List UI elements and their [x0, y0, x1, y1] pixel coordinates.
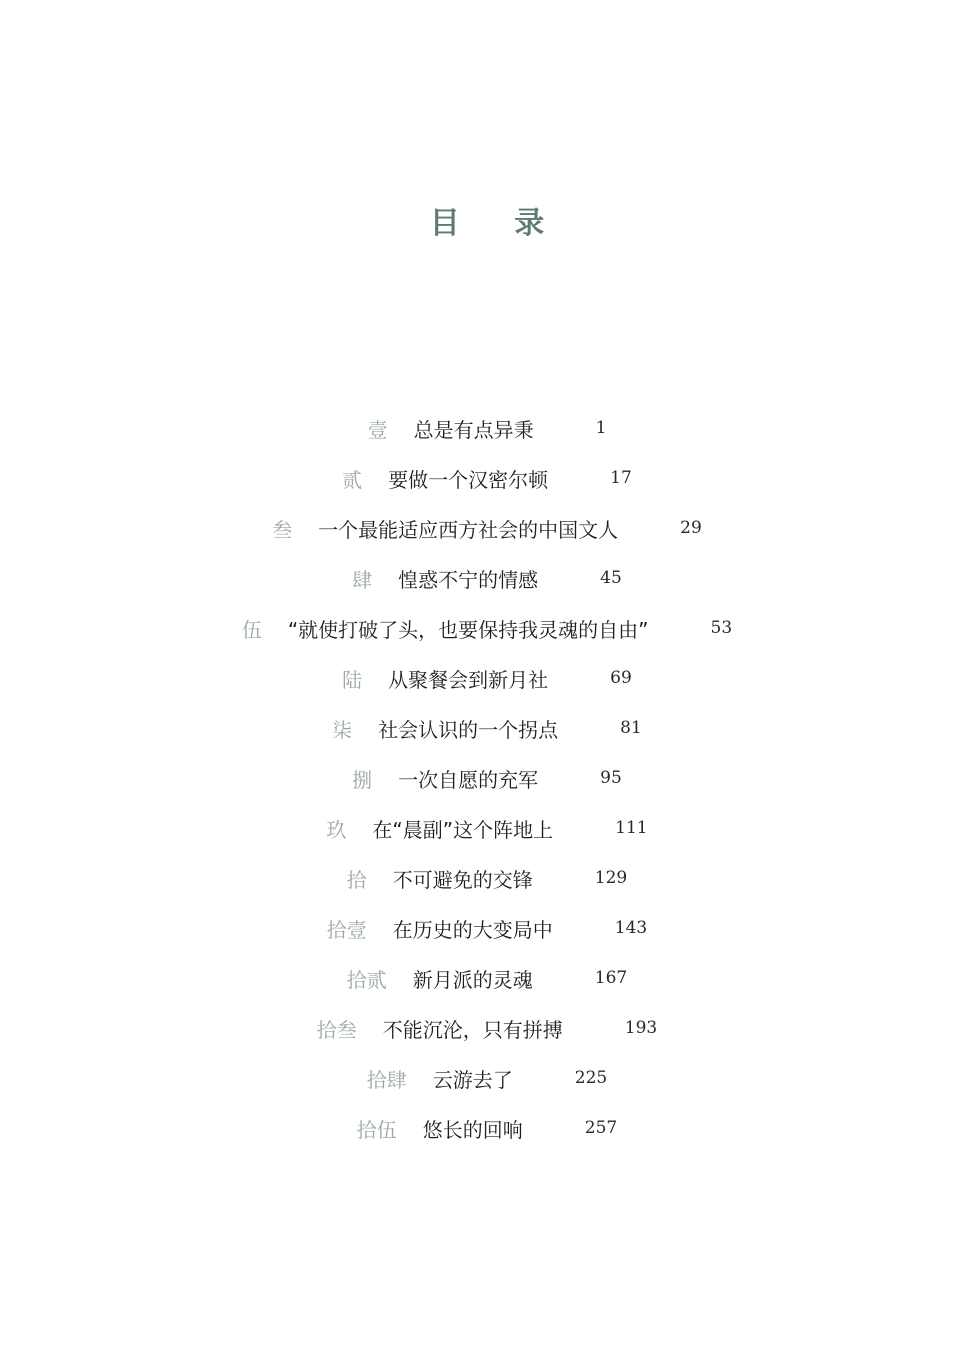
- toc-entry[interactable]: [0, 703, 974, 753]
- chapter-page-number: 257: [584, 1118, 618, 1138]
- chapter-page-number: 225: [574, 1068, 608, 1088]
- chapter-title: 不能沉沦，只有拼搏: [382, 1017, 563, 1042]
- toc-entry[interactable]: [0, 403, 974, 453]
- chapter-number: 伍: [241, 617, 262, 642]
- chapter-number: 玖: [326, 817, 347, 842]
- chapter-page-number: 111: [615, 818, 648, 838]
- table-of-contents: [0, 403, 974, 1153]
- chapter-number: 肆: [352, 567, 373, 592]
- toc-entry[interactable]: [0, 1003, 974, 1053]
- chapter-number: 陆: [342, 667, 363, 692]
- chapter-page-number: 81: [620, 718, 642, 738]
- chapter-page-number: 143: [614, 918, 648, 938]
- chapter-title: 要做一个汉密尔顿: [388, 467, 549, 492]
- chapter-title: 新月派的灵魂: [412, 967, 533, 992]
- chapter-title: 一个最能适应西方社会的中国文人: [318, 517, 619, 542]
- toc-entry[interactable]: [0, 453, 974, 503]
- toc-entry[interactable]: [0, 553, 974, 603]
- chapter-title: 从聚餐会到新月社: [388, 667, 549, 692]
- chapter-page-number: 69: [610, 668, 632, 688]
- toc-entry[interactable]: [0, 653, 974, 703]
- chapter-page-number: 129: [594, 868, 628, 888]
- chapter-number: 拾: [346, 867, 367, 892]
- chapter-number: 贰: [342, 467, 363, 492]
- chapter-number: 拾壹: [326, 917, 367, 942]
- chapter-number: 壹: [367, 417, 388, 442]
- chapter-page-number: 167: [594, 968, 628, 988]
- toc-entry[interactable]: [0, 853, 974, 903]
- toc-entry[interactable]: [0, 1103, 974, 1153]
- chapter-number: 拾伍: [356, 1117, 397, 1142]
- toc-entry[interactable]: [0, 803, 974, 853]
- chapter-page-number: 17: [610, 468, 632, 488]
- chapter-number: 柒: [332, 717, 353, 742]
- chapter-title: 悠长的回响: [422, 1117, 523, 1142]
- toc-entry[interactable]: [0, 1053, 974, 1103]
- chapter-number: 拾贰: [346, 967, 387, 992]
- chapter-page-number: 45: [600, 568, 622, 588]
- toc-entry[interactable]: [0, 503, 974, 553]
- chapter-title: 云游去了: [432, 1067, 513, 1092]
- chapter-title: 惶惑不宁的情感: [398, 567, 539, 592]
- chapter-title: 在“晨副”这个阵地上: [372, 817, 554, 842]
- chapter-page-number: 29: [680, 518, 702, 538]
- chapter-page-number: 193: [624, 1018, 658, 1038]
- toc-entry[interactable]: [0, 903, 974, 953]
- chapter-number: 拾叁: [316, 1017, 357, 1042]
- chapter-number: 捌: [352, 767, 373, 792]
- chapter-title: 不可避免的交锋: [392, 867, 533, 892]
- toc-entry[interactable]: [0, 603, 974, 653]
- chapter-page-number: 1: [595, 418, 607, 438]
- chapter-title: 社会认识的一个拐点: [378, 717, 559, 742]
- chapter-title: 一次自愿的充军: [398, 767, 539, 792]
- page-title: 目 录: [429, 206, 567, 241]
- chapter-page-number: 53: [710, 618, 733, 638]
- toc-entry[interactable]: [0, 753, 974, 803]
- toc-entry[interactable]: [0, 953, 974, 1003]
- chapter-number: 叁: [272, 517, 293, 542]
- chapter-title: “就使打破了头，也要保持我灵魂的自由”: [287, 617, 649, 642]
- chapter-page-number: 95: [600, 768, 622, 788]
- chapter-title: 总是有点异秉: [413, 417, 534, 442]
- chapter-title: 在历史的大变局中: [392, 917, 553, 942]
- chapter-number: 拾肆: [366, 1067, 407, 1092]
